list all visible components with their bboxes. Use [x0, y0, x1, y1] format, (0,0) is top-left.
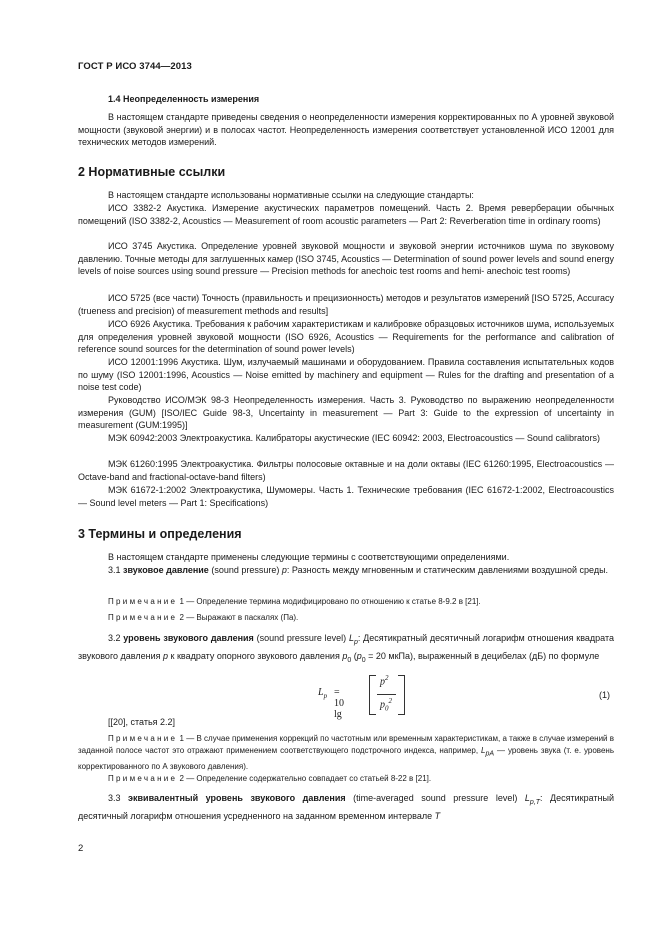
ref-item: ИСО 12001:1996 Акустика. Шум, излучаемый машинами и оборудованием. Правила составления испытательных кодов по шуму (ISO 12001:1996, Acoustics — Noise emitted by machinery and equipment — Rules for the drafting and presentation of a noise test code): [78, 357, 614, 393]
document-header: ГОСТ Р ИСО 3744—2013: [78, 61, 192, 72]
term-3-1: 3.1 звуковое давление (sound pressure) p: Разность между мгновенным и статическим давлениями воздушной среды.: [108, 565, 609, 575]
ref-item: ИСО 6926 Акустика. Требования к рабочим характеристикам и калибровке образцовых источников шума, используемых для определения уровней звуковой мощности (ISO 6926, Acoustics — Requirements for the performance and calibration of reference sound sources for the determination of sound power levels): [78, 319, 614, 355]
note-3-2-1: Примечание 1 — В случае применения коррекций по частотным или временным характеристикам, а также в случае измерений в заданной полосе частот это отражают применением соответствующего подстрочного индекса, например, $L_{pA}$ — уровень звука (т. е. уровень корректированного по А звукового давления).: [78, 734, 615, 771]
ref-item: ИСО 3382-2 Акустика. Измерение акустических параметров помещений. Часть 2. Время реверберации обычных помещений (ISO 3382-2, Acoustics — Measurement of room acoustic parameters — Part 2: Reverberation time in ordinary rooms): [78, 203, 614, 226]
section-1-4-text: В настоящем стандарте приведены сведения о неопределенности измерения корректированных по А уровней звуковой мощности (звуковой энергии) и в полосах частот. Неопределенность измерения соответствует установленной ИСО 12001 для технических методов измерений.: [78, 112, 614, 148]
section-3-intro: В настоящем стандарте применены следующие термины с соответствующими определениями.: [108, 552, 510, 562]
note-3-1-2: Примечание 2 — Выражают в паскалях (Па).: [108, 613, 299, 622]
term-3-1-name: звуковое давление: [123, 565, 209, 575]
ref-item: МЭК 60942:2003 Электроакустика. Калибраторы акустические (IEC 60942: 2003, Electroacoustics — Sound calibrators): [108, 433, 600, 443]
page-number: 2: [78, 843, 84, 854]
ref-item: МЭК 61260:1995 Электроакустика. Фильтры полосовые октавные и на доли октавы (IEC 61260:1995, Electroacoustics — Octave-band and fractional-octave-band filters): [78, 459, 614, 482]
term-3-3-name: эквивалентный уровень звукового давления: [128, 793, 346, 803]
bracket-left: [369, 675, 376, 715]
ref-item: МЭК 61672-1:2002 Электроакустика, Шумомеры. Часть 1. Технические требования (IEC 61672-1:2002, Electroacoustics — Sound level meters — Part 1: Specifications): [78, 485, 614, 508]
ref-item: ИСО 3745 Акустика. Определение уровней звуковой мощности и звуковой энергии источников шума по звуковому давлению. Точные методы для заглушенных камер (ISO 3745, Acoustics — Determination of sound power levels and sound energy levels of noise sources using sound pressure — Precision methods for anechoic test rooms and hemi- anechoic test rooms): [78, 241, 614, 277]
term-3-2: 3.2 уровень звукового давления (sound pressure level) $L_p$: Десятикратный десятичный логарифм отношения квадрата звукового давления p к квадрату опорного звукового давления $p_0$ ($p_0 = 20$ мкПа), выраженный в децибелах (дБ) по формуле: [78, 633, 614, 664]
term-3-2-source: [[20], статья 2.2]: [108, 717, 176, 727]
term-3-2-name: уровень звукового давления: [123, 633, 254, 643]
section-2-title: 2 Нормативные ссылки: [78, 165, 226, 179]
document-page: ГОСТ Р ИСО 3744—2013 1.4 Неопределенность измерения В настоящем стандарте приведены сведения о неопределенности измерения корректированных по А уровней звуковой мощности (звуковой энергии) и в полосах частот. Неопределенность измерения соответствует установленной ИСО 12001 для технических методов измерений. 2 Нормативные ссылки В настоящем стандарте использованы нормативные ссылки на следующие стандарты: ИСО 3382-2 Акустика. Измерение акустических параметров помещений. Часть 2. Время реверберации обычных помещений (ISO 3382-2, Acoustics — Measurement of room acoustic parameters — Part 2: Reverberation time in ordinary rooms) ИСО 3745 Акустика. Определение уровней звуковой мощности и звуковой энергии источников шума по звуковому давлению. Точные методы для заглушенных камер (ISO 3745, Acoustics — Determination of sound power levels and sound energy levels of noise sources using sound pressure — Precision methods for anechoic test rooms and hemi- anechoic test rooms) ИСО 5725 (все части) Точность (правильность и прецизионность) методов и результатов измерений [ISO 5725, Accuracy (trueness and precision) of measurement methods and results] ИСО 6926 Акустика. Требования к рабочим характеристикам и калибровке образцовых источников шума, используемых для определения уровней звуковой мощности (ISO 6926, Acoustics — Requirements for the performance and calibration of reference sound sources for the determination of sound power levels) ИСО 12001:1996 Акустика. Шум, излучаемый машинами и оборудованием. Правила составления испытательных кодов по шуму (ISO 12001:1996, Acoustics — Noise emitted by machinery and equipment — Rules for the drafting and presentation of a noise test code) Руководство ИСО/МЭК 98-3 Неопределенность измерения. Часть 3. Руководство по выражению неопределенности измерения (GUM) [ISO/IEC Guide 98-3, Uncertainty in measurement — Part 3: Guide to the expression of uncertainty in measurement (GUM:1995)] МЭК 60942:2003 Электроакустика. Калибраторы акустические (IEC 60942: 2003, Electroacoustics — Sound calibrators) МЭК 61260:1995 Электроакустика. Фильтры полосовые октавные и на доли октавы (IEC 61260:1995, Electroacoustics — Octave-band and fractional-octave-band filters) МЭК 61672-1:2002 Электроакустика, Шумомеры. Часть 1. Технические требования (IEC 61672-1:2002, Electroacoustics — Sound level meters — Part 1: Specifications) 3 Термины и определения В настоящем стандарте применены следующие термины с соответствующими определениями. 3.1 звуковое давление (sound pressure) p: Разность между мгновенным и статическим давлениями воздушной среды. Примечание 1 — Определение термина модифицировано по отношению к статье 8-9.2 в [21]. Примечание 2 — Выражают в паскалях (Па). 3.2 уровень звукового давления (sound pressure level) $L_p$: Десятикратный десятичный логарифм отношения квадрата звукового давления p к квадрату опорного звукового давления $p_0$ ($p_0 = 20$ мкПа), выраженный в децибелах (дБ) по формуле $L_p$ = 10 lg $p^2$ $p_0^2$ (1) [[20], статья 2.2] Примечание 1 — В случае применения коррекций по частотным или временным характеристикам, а также в случае измерений в заданной полосе частот это отражают применением соответствующего подстрочного индекса, например, $L_{pA}$ — уровень звука (т. е. уровень корректированного по А звукового давления). Примечание 2 — Определение содержательно совпадает со статьей 8-22 в [21]. 3.3 эквивалентный уровень звукового давления (time-averaged sound pressure level) $L_{p,T}$: Десятикратный десятичный логарифм отношения усредненного на заданном временном интервале T 2: [78, 61, 615, 854]
formula-number: (1): [599, 690, 610, 700]
ref-item: Руководство ИСО/МЭК 98-3 Неопределенность измерения. Часть 3. Руководство по выражению неопределенности измерения (GUM) [ISO/IEC Guide 98-3, Uncertainty in measurement — Part 3: Guide to the expression of uncertainty in measurement (GUM:1995)]: [78, 395, 614, 431]
term-3-3: 3.3 эквивалентный уровень звукового давления (time-averaged sound pressure level) $L_{p,T}$: Десятикратный десятичный логарифм отношения усредненного на заданном временном интервале T: [78, 793, 615, 821]
note-3-2-2: Примечание 2 — Определение содержательно совпадает со статьей 8-22 в [21].: [108, 774, 432, 783]
refs-intro: В настоящем стандарте использованы нормативные ссылки на следующие стандарты:: [108, 190, 474, 200]
bracket-right: [398, 675, 405, 715]
fraction-line: [377, 694, 396, 695]
note-3-1-1: Примечание 1 — Определение термина модифицировано по отношению к статье 8-9.2 в [21].: [108, 597, 481, 606]
section-3-title: 3 Термины и определения: [78, 527, 242, 541]
ref-item: ИСО 5725 (все части) Точность (правильность и прецизионность) методов и результатов измерений [ISO 5725, Accuracy (trueness and precision) of measurement methods and results]: [78, 293, 614, 316]
section-1-4-title: 1.4 Неопределенность измерения: [108, 94, 260, 104]
